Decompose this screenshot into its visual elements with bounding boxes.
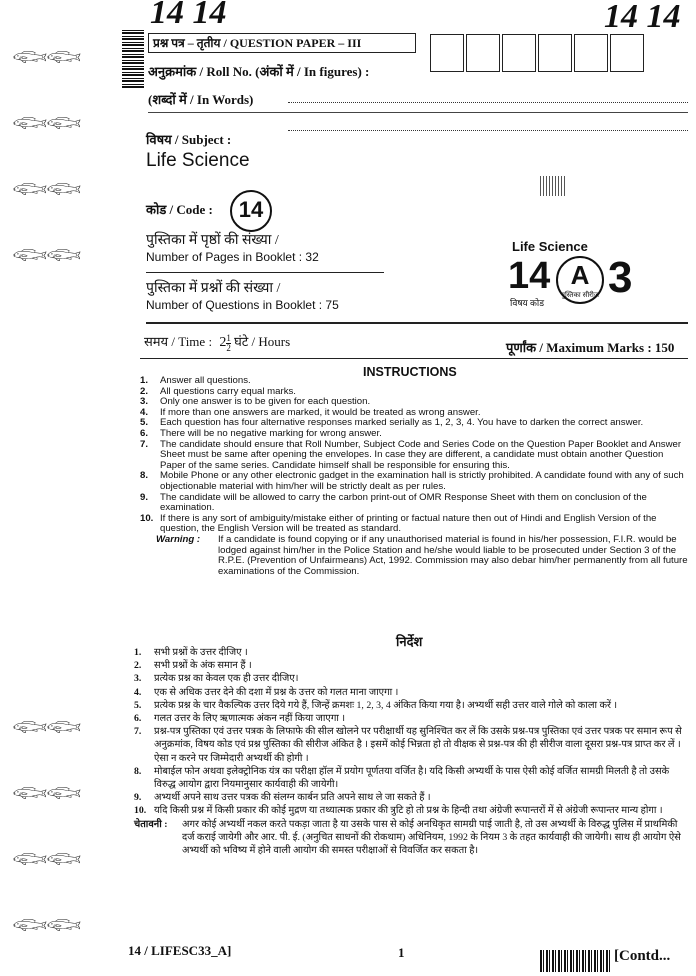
hindi-item: 3. प्रत्येक प्रश्न का केवल एक ही उत्तर दीजिए। (134, 673, 299, 685)
footer-code: 14 / LIFESC33_A] (128, 943, 232, 958)
divider (146, 322, 688, 324)
side-barcode (122, 28, 144, 88)
divider (146, 272, 384, 273)
time-label-text: समय / Time : (144, 334, 213, 349)
series-subject-code: 14 (508, 255, 551, 297)
divider (140, 358, 688, 359)
fish-icon: 𓆟 (12, 844, 48, 874)
instruction-item: 1. Answer all questions. (140, 375, 251, 386)
instruction-item: 2. All questions carry equal marks. (140, 385, 296, 397)
code-circle (230, 190, 272, 232)
questions-label-en: Number of Questions in Booklet : 75 (146, 298, 339, 312)
roll-box-1[interactable] (430, 34, 464, 72)
roll-words-line[interactable] (288, 102, 688, 103)
series-letter: A (570, 260, 590, 290)
hindi-item: 2. सभी प्रश्नों के अंक समान हैं । (134, 660, 252, 672)
mark-smudge (540, 176, 566, 196)
warning-en (156, 535, 690, 577)
fish-icon: 𓆟 (46, 240, 82, 270)
fish-icon: 𓆟 (46, 108, 82, 138)
code-value: 14 (238, 197, 264, 222)
questions-label-hi: पुस्तिका में प्रश्नों की संख्या / (146, 281, 281, 296)
fish-icon: 𓆟 (12, 240, 48, 270)
roll-box-3[interactable] (502, 34, 536, 72)
paper-label-box (148, 33, 416, 53)
roll-words-label: (शब्दों में / In Words) (148, 92, 254, 107)
hindi-item: 7. प्रश्न-पत्र पुस्तिका एवं उत्तर पत्रक के लिफाफे की सील खोलने पर परीक्षार्थी यह सुनिश्चित कर लें कि उसके प्रश्न-पत्र पुस्तिका एवं उत्तर पत्रक पर समान रूप से अनुक्रमांक, विषय कोड एवं प्रश्न पुस्तिका की सीरीज अंकित है । इसमें कोई भिन्नता हो तो वीक्षक से प्रश्न-पत्र की ही सीरीज वाला दूसरा प्रश्न-पत्र प्राप्त कर लें । ऐसा न करने पर जिम्मेदारी अभ्यर्थी की होगी । (134, 726, 682, 764)
time-fraction (226, 334, 231, 353)
hindi-item: 1. सभी प्रश्नों के उत्तर दीजिए । (134, 647, 248, 658)
fish-icon: 𓆟 (12, 174, 48, 204)
hindi-item: 8. मोबाईल फोन अथवा इलेक्ट्रोनिक यंत्र का परीक्षा हॉल में प्रयोग पूर्णतया वर्जित है। यदि किसी अभ्यर्थी के पास ऐसी कोई वर्जित सामग्री मिलती है तो उसके विरुद्ध आयोग द्वारा नियमानुसार कार्यवाही की जायेगी। (134, 765, 670, 791)
pages-label-en: Number of Pages in Booklet : 32 (146, 250, 319, 264)
fish-icon: 𓆟 (12, 910, 48, 940)
hindi-item: 10. यदि किसी प्रश्न में किसी प्रकार की कोई मुद्रण या तथ्यात्मक प्रकार की त्रुटि हो तो प्रश्न के हिन्दी तथा अंग्रेजी रूपान्तरों में से अंग्रेजी रूपान्तर मान्य होगा । (134, 805, 663, 817)
warning-en-label: Warning : (156, 533, 201, 545)
fish-icon: 𓆟 (46, 42, 82, 72)
instruction-item: 8. Mobile Phone or any other electronic gadget in the examination hall is strictly prohibited. A candidate found with any of such objectionable material with him/her will be strictly dealt as per rules. (140, 470, 684, 492)
subject-line (288, 130, 688, 131)
hindi-item: 9. अभ्यर्थी अपने साथ उत्तर पत्रक की संलग्न कार्बन प्रति अपने साथ ले जा सकते हैं । (134, 792, 431, 804)
fish-icon: 𓆟 (46, 910, 82, 940)
hindi-heading: निर्देश (396, 634, 423, 649)
fish-icon: 𓆟 (46, 174, 82, 204)
instructions-heading: INSTRUCTIONS (363, 365, 457, 379)
series-code-caption: विषय कोड (510, 298, 545, 308)
contd-label: [Contd... (614, 948, 671, 964)
instruction-item: 4. If more than one answers are marked, it would be treated as wrong answer. (140, 406, 481, 418)
fish-icon: 𓆟 (12, 712, 48, 742)
footer-barcode (540, 950, 610, 972)
instruction-item: 10. If there is any sort of ambiguity/mistake either of printing or factual nature then out of Hindi and English Version of the question, the English Version will be treated as standard. (140, 512, 657, 535)
time-label (144, 332, 290, 353)
instruction-item: 6. There will be no negative marking for wrong answer. (140, 427, 382, 439)
warning-hi (134, 818, 690, 858)
time-unit: घंटे / Hours (234, 334, 291, 349)
max-marks: पूर्णांक / Maximum Marks : 150 (506, 340, 675, 355)
fish-icon: 𓆟 (46, 844, 82, 874)
instructions-en (140, 376, 690, 577)
instruction-item: 3. Only one answer is to be given for each question. (140, 396, 371, 408)
series-subject-name: Life Science (512, 239, 588, 254)
roll-box-2[interactable] (466, 34, 500, 72)
fish-icon: 𓆟 (12, 778, 48, 808)
paper-code-left: 14 14 (150, 0, 227, 31)
warning-en-text: If a candidate is found copying or if any unauthorised material is found in his/her possession, F.I.R. would be lodged against him/her in the Police Station and he/she would liable to be prosecuted under Section 3 of the R.P.E. (Prevention of Unfairmeans) Act, 1992. Commission may also debar him/her permanently from all future examinations of the Commission. (218, 533, 688, 577)
fish-icon: 𓆟 (12, 108, 48, 138)
pages-label-hi: पुस्तिका में पृष्ठों की संख्या / (146, 233, 279, 248)
instruction-item: 5. Each question has four alternative responses marked serially as 1, 2, 3, 4. You have to darken the correct answer. (140, 417, 644, 429)
fish-icon: 𓆟 (46, 712, 82, 742)
roll-box-4[interactable] (538, 34, 572, 72)
code-label: कोड / Code : (146, 202, 213, 217)
hindi-item: 4. एक से अधिक उत्तर देने की दशा में प्रश्न के उत्तर को गलत माना जाएगा । (134, 686, 399, 698)
time-whole: 2 (219, 335, 227, 350)
subject-label: विषय / Subject : (146, 132, 232, 147)
divider (148, 112, 688, 113)
instructions-hi (134, 646, 690, 857)
instruction-item: 7. The candidate should ensure that Roll Number, Subject Code and Series Code on the Question Paper Booklet and Answer Sheet must be same after opening the envelopes. In case they are different, a candidate must obtain another Question Paper of the same series. Candidate himself shall be responsible for ensuring this. (140, 438, 682, 471)
roll-box-6[interactable] (610, 34, 644, 72)
time-den: 2 (226, 342, 231, 353)
page-number: 1 (398, 945, 405, 960)
roll-box-5[interactable] (574, 34, 608, 72)
warning-hi-text: अगर कोई अभ्यर्थी नकल करते पकड़ा जाता है या उसके पास से कोई अनधिकृत सामग्री पाई जाती है, तो उस अभ्यर्थी के विरुद्ध पुलिस में प्राथमिकी दर्ज कराई जायेगी और आर. पी. ई. (अनुचित साधनों की रोकथाम) अधिनियम, 1992 के नियम 3 के तहत कार्यवाही की जायेगी। साथ ही आयोग ऐसे अभ्यर्थी को भविष्य में होने वाली आयोग की समस्त परीक्षाओं से विवर्जित कर सकता है। (182, 818, 681, 857)
hindi-item: 5. प्रत्येक प्रश्न के चार वैकल्पिक उत्तर दिये गये हैं, जिन्हें क्रमशः 1, 2, 3, 4 अंकित किया गया है। अभ्यर्थी सही उत्तर वाले गोले को काला करें । (134, 699, 618, 711)
instruction-item: 9. The candidate will be allowed to carry the carbon print-out of OMR Response Sheet with them on conclusion of the examination. (140, 491, 647, 514)
hindi-item: 6. गलत उत्तर के लिए ऋणात्मक अंकन नहीं किया जाएगा । (134, 713, 346, 725)
series-caption: पुस्तिका सीरीज (560, 292, 600, 299)
warning-hi-label: चेतावनी : (134, 818, 168, 830)
subject-value: Life Science (146, 150, 250, 171)
booklet-number: 3 (608, 253, 633, 302)
fish-icon: 𓆟 (12, 42, 48, 72)
time-num: 1 (226, 332, 231, 343)
paper-label: प्रश्न पत्र – तृतीय / QUESTION PAPER – III (153, 36, 362, 50)
paper-code-right: 14 14 (604, 0, 681, 35)
series-circle (556, 256, 604, 304)
fish-icon: 𓆟 (46, 778, 82, 808)
roll-no-label: अनुक्रमांक / Roll No. (अंकों में / In figures) : (148, 64, 370, 79)
